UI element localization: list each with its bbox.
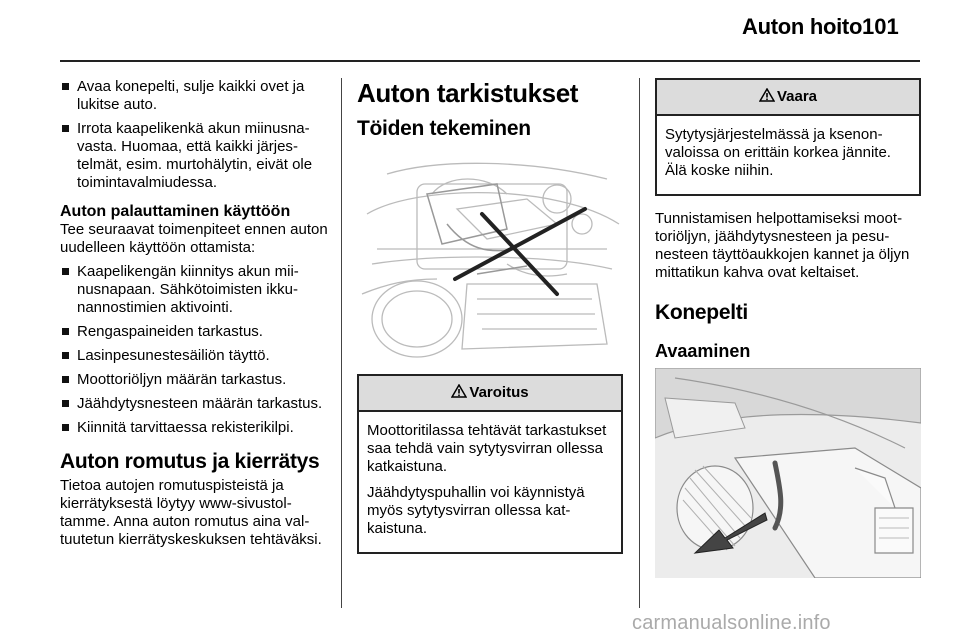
danger-title: Vaara [776, 88, 818, 105]
danger-header [657, 80, 919, 116]
column-divider [639, 78, 640, 608]
paragraph: Tunnistamisen helpottamiseksi moottoriöljyn, jäähdytysnesteen ja pesunesteen täyttöaukkojen kannet ja öljyn mittatikun kahva ovat keltaiset. [655, 210, 910, 281]
list-item: Avaa konepelti, sulje kaikki ovet ja lukitse auto. [60, 78, 330, 114]
engine-bay-illustration [357, 154, 623, 366]
list-item: Kaapelikengän kiinnitys akun miinusnapaan. Sähkötoimisten ikkunannostimien aktivointi. [60, 263, 330, 317]
header-rule [60, 60, 920, 62]
caution-title: Varoitus [469, 384, 529, 401]
list-item: Moottoriöljyn määrän tarkastus. [60, 371, 330, 389]
caution-header [359, 376, 621, 412]
column-left [60, 78, 330, 555]
subheading-restore: Auton palauttaminen käyttöön [60, 203, 291, 220]
heading-bonnet: Konepelti [655, 301, 748, 324]
caution-text: Moottoritilassa tehtävät tarkastukset saa tehdä vain sytytysvirran ollessa katkaistuna. [367, 422, 607, 475]
list-item: Rengaspaineiden tarkastus. [60, 323, 330, 341]
subheading-performing-work: Töiden tekeminen [357, 117, 531, 140]
list-item: Irrota kaapelikenkä akun miinusnavasta. Huomaa, että kaikki järjestelmät, esim. murtohälytin, eivät ole toimintavalmiudessa. [60, 120, 330, 192]
danger-text: Sytytysjärjestelmässä ja ksenonvaloissa on erittäin korkea jännite. Älä koske niihin. [665, 126, 891, 179]
watermark: carmanualsonline.info [632, 612, 831, 634]
danger-body [657, 116, 919, 194]
caution-body [359, 412, 621, 552]
page-number: 101 [862, 14, 899, 39]
danger-box [655, 78, 921, 196]
warning-triangle-icon [451, 384, 467, 398]
bonnet-release-illustration [655, 368, 921, 578]
list-item: Kiinnitä tarvittaessa rekisterikilpi. [60, 419, 330, 437]
warning-triangle-icon [759, 88, 775, 102]
bullet-list [60, 263, 330, 437]
heading-scrap: Auton romutus ja kierrätys [60, 450, 320, 473]
bullet-list [60, 78, 330, 192]
subheading-opening: Avaaminen [655, 341, 751, 361]
paragraph: Tee seuraavat toimenpiteet ennen auton uudelleen käyttöön ottamista: [60, 221, 328, 256]
list-item: Jäähdytysnesteen määrän tarkastus. [60, 395, 330, 413]
paragraph: Tietoa autojen romutuspisteistä ja kierrätyksestä löytyy www-sivustoltamme. Anna auton romutus aina valtuutetun kierrätyskeskuksen tehtäväksi. [60, 477, 322, 548]
column-right [655, 78, 921, 578]
heading-vehicle-checks: Auton tarkistukset [357, 78, 579, 108]
caution-box [357, 374, 623, 554]
section-title: Auton hoito [742, 14, 863, 39]
list-item: Lasinpesunestesäiliön täyttö. [60, 347, 330, 365]
column-divider [341, 78, 342, 608]
caution-text: Jäähdytyspuhallin voi käynnistyä myös sytytysvirran ollessa katkaistuna. [367, 484, 585, 537]
column-middle [357, 78, 623, 554]
